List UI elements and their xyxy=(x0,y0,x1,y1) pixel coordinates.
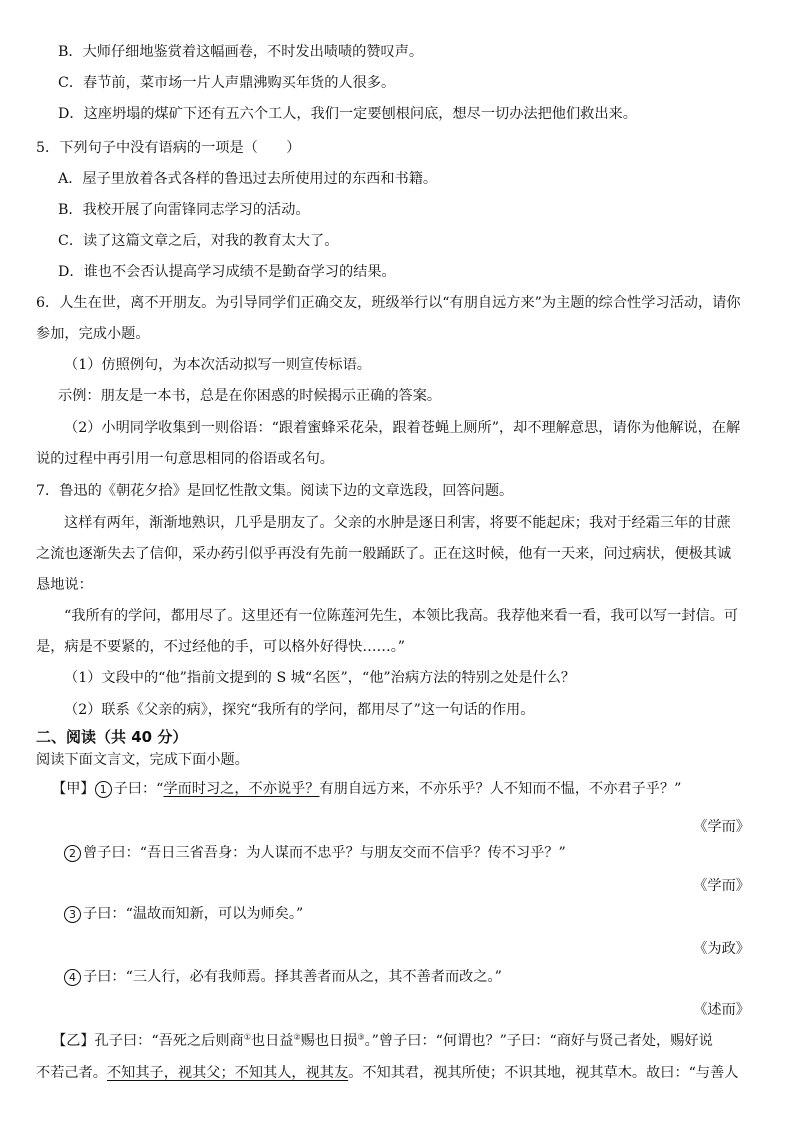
footnote-mark: ③ xyxy=(357,1032,365,1042)
jia-text-1-post: 有朋自远方来，不亦乐乎？人不知而不愠，不亦君子乎？” xyxy=(319,781,682,797)
jia-text-1-pre: 子曰：“ xyxy=(113,781,164,797)
yi-text: 。不知其君，视其所使；不识其地，视其草木。故曰：“与善人 xyxy=(348,1065,739,1081)
section-title: 二、阅读（共 40 分） xyxy=(36,728,188,746)
q4-option-c: C．春节前，菜市场一片人声鼎沸购买年货的人很多。 xyxy=(58,75,396,91)
jia-ref-2: 《学而》 xyxy=(693,878,750,894)
yi-text: 也日益 xyxy=(250,1033,294,1049)
jia-text-4: 子曰：“三人行，必有我师焉。择其善者而从之，其不善者而改之。” xyxy=(83,969,502,985)
underlined-phrase: 学而时习之，不亦说乎？ xyxy=(163,781,320,797)
circled-number: 3 xyxy=(64,906,81,923)
section-intro: 阅读下面文言文，完成下面小题。 xyxy=(36,752,249,768)
q6-sub2-line2: 说的过程中再引用一句意思相同的俗语或名句。 xyxy=(36,451,334,467)
jia-ref-4: 《述而》 xyxy=(693,1002,750,1018)
jia-text-3: 子曰：“温故而知新，可以为师矣。” xyxy=(83,906,304,922)
q6-sub1: （1）仿照例句，为本次活动拟写一则宣传标语。 xyxy=(64,357,371,373)
q4-option-d: D．这座坍塌的煤矿下还有五六个工人，我们一定要刨根问底，想尽一切办法把他们救出来。 xyxy=(58,106,637,122)
q6-sub2-line1: （2）小明同学收集到一则俗语：“跟着蜜蜂采花朵，跟着苍蝇上厕所”，却不理解意思，请你为他解说，在解 xyxy=(64,420,741,436)
jia-text-2: 曾子曰：“吾日三省吾身：为人谋而不忠乎？与朋友交而不信乎？传不习乎？” xyxy=(83,845,566,861)
q5-option-a: A．屋子里放着各式各样的鲁迅过去所使用过的东西和书籍。 xyxy=(58,171,438,187)
footnote-mark: ② xyxy=(293,1032,301,1042)
circled-number: 1 xyxy=(95,781,112,798)
jia-ref-3: 《为政》 xyxy=(693,941,750,957)
q6-stem-line2: 参加，完成小题。 xyxy=(36,326,150,342)
q7-passage-p1-line3: 恳地说： xyxy=(36,577,93,593)
jia-label: 【甲】 xyxy=(52,781,95,797)
q5-option-c: C．读了这篇文章之后，对我的教育太大了。 xyxy=(58,233,339,249)
yi-text: 。”曾子曰：“何谓也？”子曰：“商好与贤己者处，赐好说 xyxy=(364,1033,713,1049)
q5-stem: 5．下列句子中没有语病的一项是（ ） xyxy=(36,140,301,156)
jia-ref-1: 《学而》 xyxy=(693,819,750,835)
jia-item-3 xyxy=(64,904,303,924)
jia-item-4 xyxy=(64,967,502,987)
yi-text: 不若己者。 xyxy=(36,1065,107,1081)
q5-option-b: B．我校开展了向雷锋同志学习的活动。 xyxy=(58,202,310,218)
circled-number: 2 xyxy=(64,845,81,862)
q7-sub1: （1）文段中的“他”指前文提到的 S 城“名医”，“他”治病方法的特别之处是什么？ xyxy=(64,670,576,686)
underlined-phrase: 不知其子，视其父；不知其人，视其友 xyxy=(106,1065,349,1081)
q6-example: 示例：朋友是一本书，总是在你困惑的时候揭示正确的答案。 xyxy=(58,388,442,404)
q7-stem: 7．鲁迅的《朝花夕拾》是回忆性散文集。阅读下边的文章选段，回答问题。 xyxy=(36,483,514,499)
jia-item-1 xyxy=(52,779,681,799)
q5-option-d: D．谁也不会否认提高学习成绩不是勤奋学习的结果。 xyxy=(58,264,396,280)
yi-label: 【乙】 xyxy=(52,1033,95,1049)
circled-number: 4 xyxy=(64,969,81,986)
q7-sub2: （2）联系《父亲的病》，探究“我所有的学问，都用尽了”这一句话的作用。 xyxy=(64,702,535,718)
yi-text: 赐也日损 xyxy=(300,1033,358,1049)
q7-passage-p1-line2: 之流也逐渐失去了信仰，采办药引似乎再没有先前一般踊跃了。正在这时候，他有一天来，问过病状，便极其诚 xyxy=(36,546,732,562)
q6-stem-line1: 6．人生在世，离不开朋友。为引导同学们正确交友，班级举行以“有朋自远方来”为主题的综合性学习活动，请你 xyxy=(36,295,741,311)
q7-passage-p2-line2: 是，病是不要紧的，不过经他的手，可以格外好得快……。” xyxy=(36,639,406,655)
q4-option-b: B．大师仔细地鉴赏着这幅画卷，不时发出啧啧的赞叹声。 xyxy=(58,44,424,60)
yi-text: 孔子曰：“吾死之后则商 xyxy=(94,1033,244,1049)
q7-passage-p1-line1: 这样有两年，渐渐地熟识，几乎是朋友了。父亲的水肿是逐日利害，将要不能起床；我对于经霜三年的甘蔗 xyxy=(64,515,731,531)
q7-passage-p2-line1: “我所有的学问，都用尽了。这里还有一位陈莲河先生，本领比我高。我荐他来看一看，我可以写一封信。可 xyxy=(64,608,739,624)
footnote-mark: ① xyxy=(243,1032,251,1042)
yi-line-1 xyxy=(52,1031,713,1051)
yi-line-2 xyxy=(36,1063,738,1083)
jia-item-2 xyxy=(64,843,566,863)
